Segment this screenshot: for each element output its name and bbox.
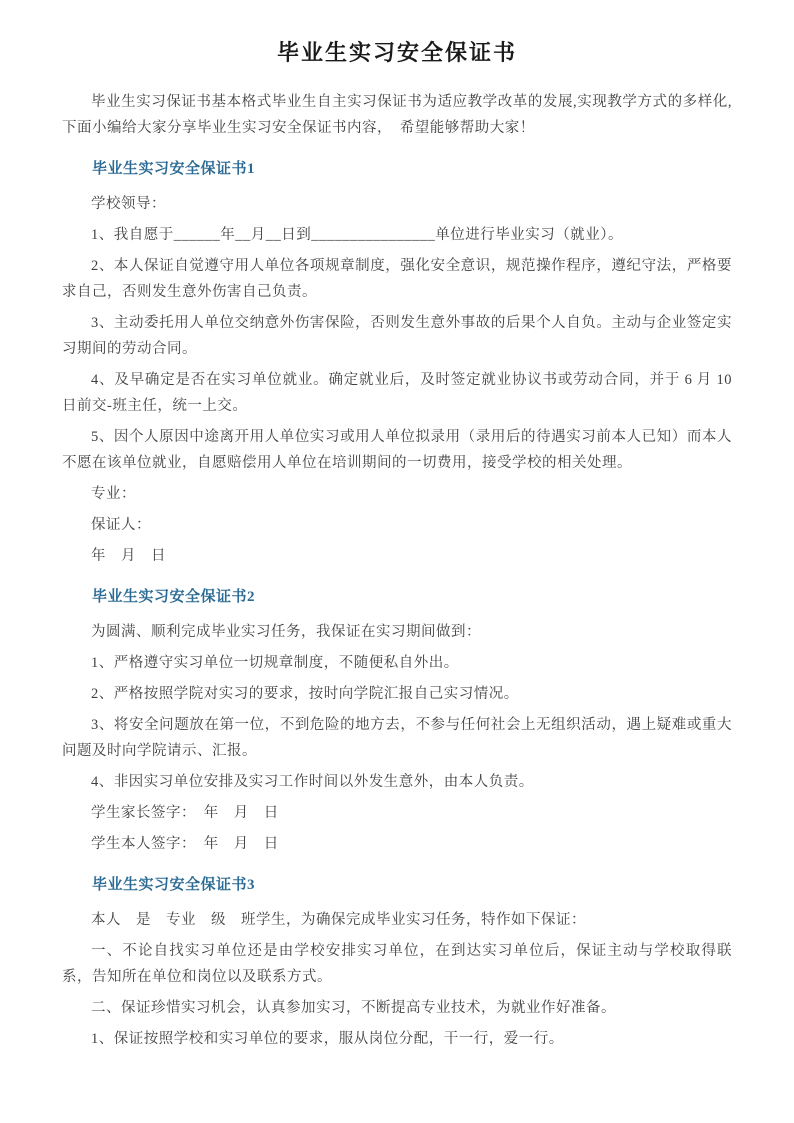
doc-paragraph: 学校领导： bbox=[91, 196, 166, 212]
doc-paragraph: 1、严格遵守实习单位一切规章制度，不随便私自外出。 bbox=[91, 655, 459, 671]
doc-paragraph: 二、保证珍惜实习机会，认真参加实习，不断提高专业技术，为就业作好准备。 bbox=[91, 1000, 616, 1016]
doc-paragraph: 4、及早确定是否在实习单位就业。确定就业后，及时签定就业协议书或劳动合同，并于 6 月 10 日前交-班主任，统一上交。 bbox=[62, 372, 732, 414]
intro-paragraph: 毕业生实习保证书基本格式毕业生自主实习保证书为适应教学改革的发展,实现教学方式的多样化,下面小编给大家分享毕业生实习安全保证书内容， 希望能够帮助大家！ bbox=[62, 94, 732, 136]
section-heading-1: 毕业生实习安全保证书1 bbox=[92, 161, 256, 177]
doc-paragraph: 3、主动委托用人单位交纳意外伤害保险，否则发生意外事故的后果个人自负。主动与企业签定实习期间的劳动合同。 bbox=[62, 315, 732, 357]
doc-paragraph: 1、我自愿于______年__月__日到________________单位进行毕业实习（就业）。 bbox=[91, 227, 623, 243]
doc-paragraph: 5、因个人原因中途离开用人单位实习或用人单位拟录用（录用后的待遇实习前本人已知）而本人不愿在该单位就业，自愿赔偿用人单位在培训期间的一切费用，接受学校的相关处理。 bbox=[62, 429, 732, 471]
doc-paragraph: 1、保证按照学校和实习单位的要求，服从岗位分配，干一行，爱一行。 bbox=[91, 1031, 564, 1047]
doc-paragraph: 专业： bbox=[91, 486, 136, 502]
doc-paragraph: 学生家长签字： 年 月 日 bbox=[91, 805, 279, 821]
doc-paragraph: 为圆满、顺利完成毕业实习任务，我保证在实习期间做到： bbox=[91, 624, 481, 640]
doc-paragraph: 4、非因实习单位安排及实习工作时间以外发生意外，由本人负责。 bbox=[91, 774, 534, 790]
doc-paragraph: 2、严格按照学院对实习的要求，按时向学院汇报自己实习情况。 bbox=[91, 686, 519, 702]
doc-paragraph: 2、本人保证自觉遵守用人单位各项规章制度，强化安全意识，规范操作程序，遵纪守法，严格要求自己，否则发生意外伤害自己负责。 bbox=[62, 258, 732, 300]
doc-paragraph: 本人 是 专业 级 班学生，为确保完成毕业实习任务，特作如下保证： bbox=[91, 912, 586, 928]
doc-paragraph: 一、不论自找实习单位还是由学校安排实习单位，在到达实习单位后，保证主动与学校取得联系，告知所在单位和岗位以及联系方式。 bbox=[62, 943, 732, 985]
section-heading-2: 毕业生实习安全保证书2 bbox=[92, 589, 256, 605]
section-heading-3: 毕业生实习安全保证书3 bbox=[92, 877, 256, 893]
doc-paragraph: 学生本人签字： 年 月 日 bbox=[91, 836, 279, 852]
page-title: 毕业生实习安全保证书 bbox=[276, 40, 517, 65]
doc-paragraph: 保证人： bbox=[91, 517, 151, 533]
doc-paragraph: 3、将安全问题放在第一位，不到危险的地方去，不参与任何社会上无组织活动，遇上疑难或重大问题及时向学院请示、汇报。 bbox=[62, 717, 732, 759]
doc-paragraph: 年 月 日 bbox=[91, 548, 166, 564]
